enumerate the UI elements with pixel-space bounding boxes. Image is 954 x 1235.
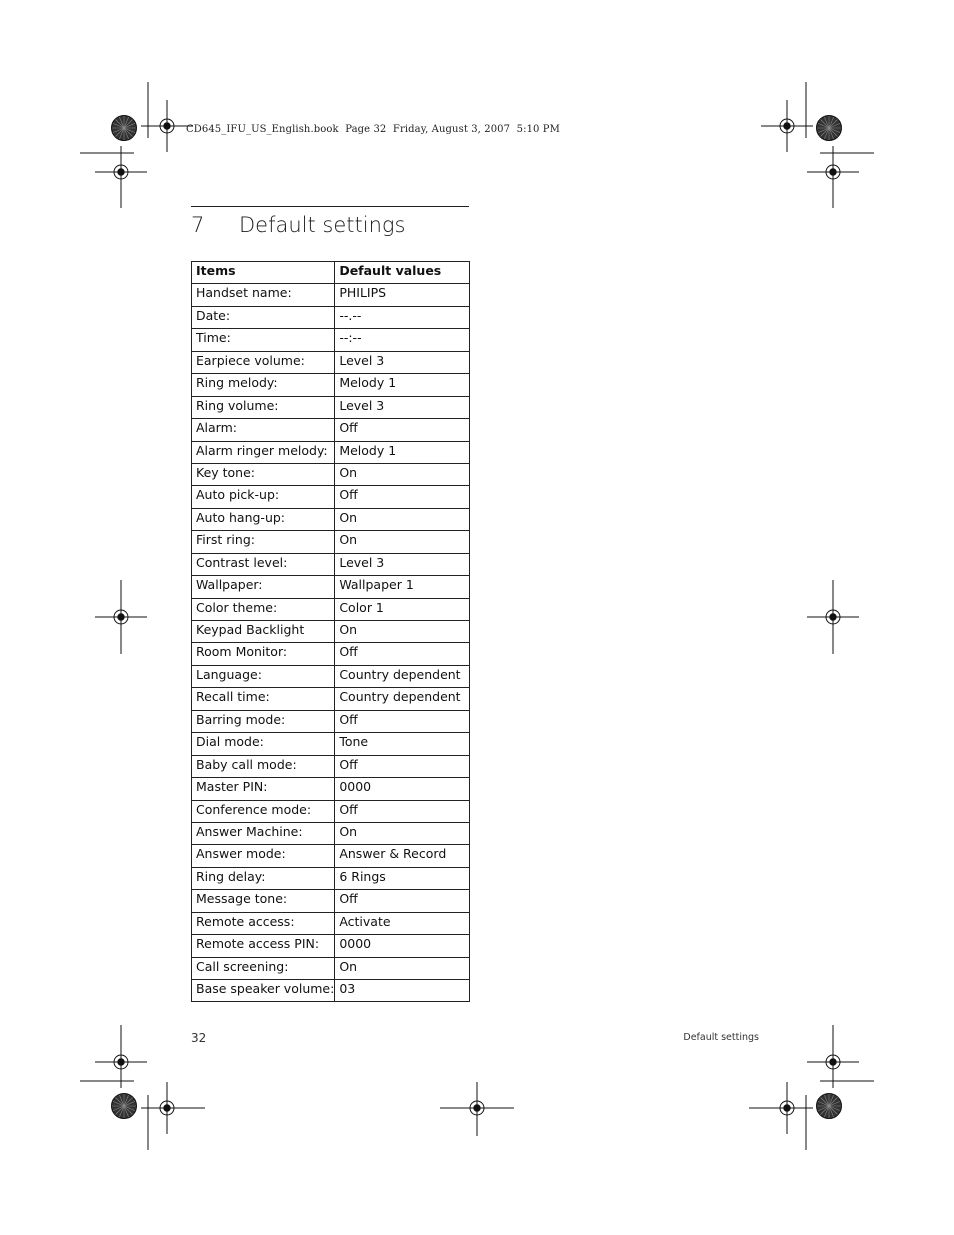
table-row [192,890,470,912]
setting-default-value: Off [335,890,470,912]
page-number: 32 [191,1031,207,1045]
setting-item: Color theme: [192,598,335,620]
table-row [192,935,470,957]
setting-item: Auto hang-up: [192,508,335,530]
setting-item: Alarm ringer melody: [192,441,335,463]
setting-item: Baby call mode: [192,755,335,777]
setting-item: Handset name: [192,284,335,306]
setting-default-value: --:-- [335,329,470,351]
setting-default-value: Activate [335,912,470,934]
setting-default-value: On [335,621,470,643]
table-row [192,755,470,777]
setting-default-value: Level 3 [335,351,470,373]
setting-item: Earpiece volume: [192,351,335,373]
table-body [192,284,470,1002]
setting-item: Alarm: [192,419,335,441]
setting-item: Conference mode: [192,800,335,822]
table-row [192,463,470,485]
setting-default-value: 6 Rings [335,867,470,889]
table-row [192,912,470,934]
table-row [192,329,470,351]
table-row [192,621,470,643]
setting-default-value: Off [335,643,470,665]
setting-item: Wallpaper: [192,576,335,598]
setting-item: Ring melody: [192,374,335,396]
setting-item: Language: [192,665,335,687]
table-row [192,374,470,396]
table-row [192,733,470,755]
setting-default-value: Color 1 [335,598,470,620]
setting-default-value: Melody 1 [335,374,470,396]
setting-default-value: Off [335,710,470,732]
table-row [192,867,470,889]
setting-item: Answer Machine: [192,822,335,844]
setting-item: Room Monitor: [192,643,335,665]
setting-default-value: Off [335,419,470,441]
footer-section-title: Default settings [683,1032,759,1043]
setting-item: Recall time: [192,688,335,710]
table-row [192,351,470,373]
setting-default-value: Off [335,800,470,822]
table-row [192,306,470,328]
table-row [192,665,470,687]
setting-default-value: 0000 [335,778,470,800]
setting-item: Auto pick-up: [192,486,335,508]
setting-item: Ring volume: [192,396,335,418]
setting-item: Call screening: [192,957,335,979]
setting-item: Base speaker volume: [192,980,335,1002]
chapter-number: 7 [191,213,205,237]
setting-default-value: 0000 [335,935,470,957]
setting-default-value: Country dependent [335,665,470,687]
chapter-rule [191,206,469,207]
table-row [192,800,470,822]
setting-item: Remote access: [192,912,335,934]
setting-default-value: Off [335,486,470,508]
table-row [192,710,470,732]
setting-default-value: Tone [335,733,470,755]
setting-item: Message tone: [192,890,335,912]
setting-item: First ring: [192,531,335,553]
setting-default-value: Level 3 [335,553,470,575]
table-row [192,284,470,306]
setting-item: Key tone: [192,463,335,485]
setting-item: Barring mode: [192,710,335,732]
print-slug-header: CD645_IFU_US_English.book Page 32 Friday, August 3, 2007 5:10 PM [186,124,560,135]
table-row [192,845,470,867]
setting-default-value: PHILIPS [335,284,470,306]
table-row [192,643,470,665]
table-row [192,598,470,620]
table-row [192,957,470,979]
setting-item: Remote access PIN: [192,935,335,957]
setting-default-value: Answer & Record [335,845,470,867]
table-row [192,441,470,463]
table-row [192,576,470,598]
setting-item: Ring delay: [192,867,335,889]
column-header-default-values: Default values [335,262,470,284]
setting-item: Answer mode: [192,845,335,867]
setting-item: Keypad Backlight [192,621,335,643]
setting-default-value: Off [335,755,470,777]
setting-item: Time: [192,329,335,351]
setting-item: Dial mode: [192,733,335,755]
column-header-items: Items [192,262,335,284]
table-row [192,486,470,508]
table-header-row [192,262,470,284]
setting-item: Master PIN: [192,778,335,800]
table-row [192,822,470,844]
setting-default-value: Country dependent [335,688,470,710]
setting-default-value: Wallpaper 1 [335,576,470,598]
setting-default-value: On [335,463,470,485]
table-row [192,553,470,575]
setting-default-value: Melody 1 [335,441,470,463]
table-row [192,419,470,441]
table-row [192,688,470,710]
setting-item: Date: [192,306,335,328]
table-row [192,396,470,418]
setting-default-value: On [335,822,470,844]
setting-default-value: 03 [335,980,470,1002]
setting-default-value: On [335,531,470,553]
setting-default-value: Level 3 [335,396,470,418]
table-row [192,778,470,800]
table-row [192,531,470,553]
chapter-title: Default settings [239,213,406,237]
setting-item: Contrast level: [192,553,335,575]
table-row [192,508,470,530]
setting-default-value: On [335,508,470,530]
setting-default-value: On [335,957,470,979]
default-settings-table [191,261,470,1002]
setting-default-value: --.-- [335,306,470,328]
table-row [192,980,470,1002]
